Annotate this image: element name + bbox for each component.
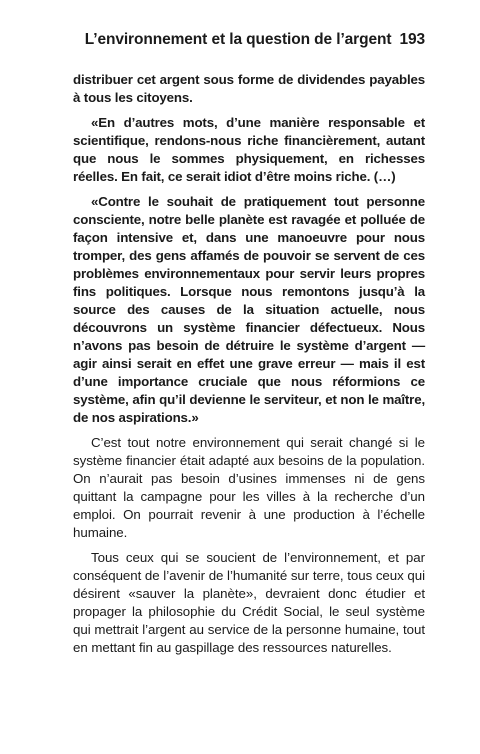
page-number: 193 bbox=[399, 31, 425, 48]
running-header bbox=[73, 30, 425, 52]
paragraph-continuation: distribuer cet argent sous forme de dividendes payables à tous les citoyens. bbox=[73, 72, 425, 105]
paragraph-body-2: Tous ceux qui se soucient de l’environnement, et par conséquent de l’avenir de l’humanité sur terre, tous ceux qui désirent «sauver la planète», devraient donc étudier et propager la philosophie du Crédit Social, le seul système qui mettrait l’argent au service de la personne humaine, tout en mettant fin au gaspillage des ressources naturelles. bbox=[73, 550, 425, 655]
book-page bbox=[73, 30, 425, 657]
paragraph-body-1: C’est tout notre environnement qui serait changé si le système financier était adapté aux besoins de la population. On n’aurait pas besoin d’usines immenses ni de gens quittant la campagne pour les villes à la recherche d’un emploi. On pourrait revenir à une production à l’échelle humaine. bbox=[73, 435, 425, 540]
paragraph-quote-2: «Contre le souhait de pratiquement tout personne consciente, notre belle planète est ravagée et polluée de façon intensive et, dans une manoeuvre pour nous tromper, des gens affamés de pouvoir se servent de ces problèmes environnementaux pour servir leurs propres fins politiques. Lorsque nous remontons jusqu’à la source des causes de la situation actuelle, nous découvrons un système financier défectueux. Nous n’avons pas besoin de détruire le système d’argent — agir ainsi serait en effet une grave erreur — mais il est d’une importance cruciale que nous réformions ce système, afin qu’il devienne le serviteur, et non le maître, de nos aspirations.» bbox=[73, 194, 425, 425]
paragraph-quote-1: «En d’autres mots, d’une manière responsable et scientifique, rendons-nous riche financièrement, autant que nous le sommes physiquement, en richesses réelles. En fait, ce serait idiot d’être moins riche. (…) bbox=[73, 115, 425, 184]
chapter-title: L’environnement et la question de l’argent bbox=[84, 31, 392, 48]
